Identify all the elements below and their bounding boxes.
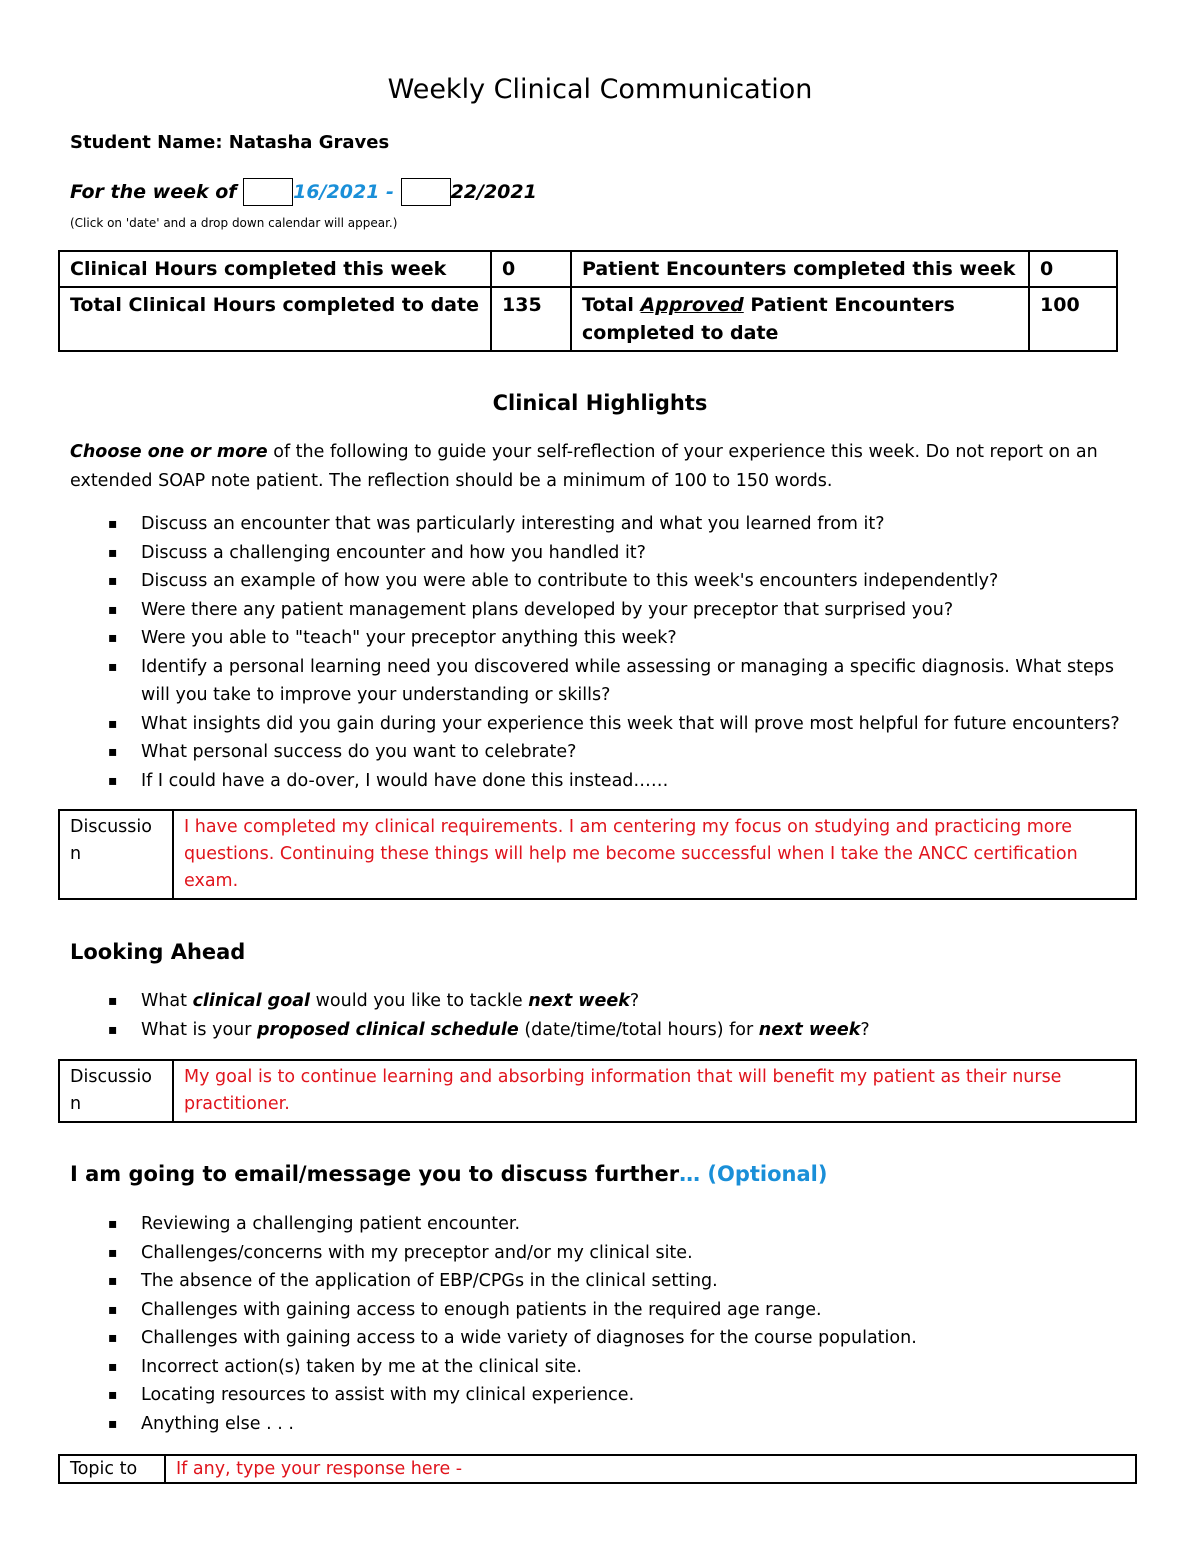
- discussion-label: Discussion: [59, 1060, 173, 1122]
- ahead-discussion-table: [58, 1059, 1137, 1123]
- looking-ahead-list: [70, 987, 1130, 1044]
- discussion-label: Discussion: [59, 810, 173, 899]
- list-item: ▪ Discuss an example of how you were able to contribute to this week's encounters independently?: [70, 567, 1130, 596]
- looking-ahead-heading: Looking Ahead: [70, 940, 246, 964]
- topic-label: Topic to: [59, 1455, 165, 1483]
- topic-table: [58, 1454, 1137, 1484]
- student-name: Student Name: Natasha Graves: [70, 132, 390, 153]
- week-start[interactable]: 16/2021 -: [293, 181, 394, 203]
- list-item: ▪ What personal success do you want to celebrate?: [70, 738, 1130, 767]
- email-topics-list: [70, 1210, 1130, 1438]
- list-item: ▪ Discuss an encounter that was particularly interesting and what you learned from it?: [70, 510, 1130, 539]
- list-item: ▪ Challenges/concerns with my preceptor and/or my clinical site.: [70, 1239, 1130, 1268]
- highlights-intro: Choose one or more of the following to guide your self-reflection of your experience this week. Do not report on an extended SOAP note patient. The reflection should be a minimum of 100 to 150 words.: [70, 442, 1098, 491]
- list-item: ▪ Challenges with gaining access to a wide variety of diagnoses for the course population.: [70, 1324, 1130, 1353]
- list-item: ▪ If I could have a do-over, I would have done this instead……: [70, 767, 1130, 796]
- table-row: [59, 1060, 1136, 1122]
- list-item: ▪ Were there any patient management plans developed by your preceptor that surprised you?: [70, 596, 1130, 625]
- table-row: [59, 251, 1117, 287]
- total-hours-label: Total Clinical Hours completed to date: [59, 287, 491, 351]
- week-hours-value[interactable]: 0: [491, 251, 571, 287]
- list-item: ▪ Reviewing a challenging patient encounter.: [70, 1210, 1130, 1239]
- total-hours-value[interactable]: 135: [491, 287, 571, 351]
- calendar-note: (Click on 'date' and a drop down calendar will appear.): [70, 216, 398, 230]
- end-date-field[interactable]: [401, 178, 451, 206]
- list-item: ▪ Were you able to "teach" your preceptor anything this week?: [70, 624, 1130, 653]
- highlights-heading: Clinical Highlights: [492, 391, 708, 415]
- hours-table: [58, 250, 1118, 352]
- week-label: For the week of: [70, 181, 237, 203]
- discussion-response[interactable]: My goal is to continue learning and absorbing information that will benefit my patient as their nurse practitioner.: [173, 1060, 1136, 1122]
- start-date-field[interactable]: [243, 178, 293, 206]
- table-row: [59, 1455, 1136, 1483]
- list-item: ▪ What is your proposed clinical schedule (date/time/total hours) for next week?: [70, 1016, 1130, 1045]
- list-item: ▪ Discuss a challenging encounter and how you handled it?: [70, 539, 1130, 568]
- week-hours-label: Clinical Hours completed this week: [59, 251, 491, 287]
- page-title: Weekly Clinical Communication: [387, 74, 813, 105]
- highlights-list: [70, 510, 1130, 795]
- week-range: [70, 178, 537, 206]
- week-encounters-label: Patient Encounters completed this week: [571, 251, 1029, 287]
- list-item: ▪ Anything else . . .: [70, 1410, 1130, 1439]
- highlights-discussion-table: [58, 809, 1137, 900]
- table-row: [59, 287, 1117, 351]
- total-encounters-value[interactable]: 100: [1029, 287, 1117, 351]
- list-item: ▪ Incorrect action(s) taken by me at the clinical site.: [70, 1353, 1130, 1382]
- topic-response[interactable]: If any, type your response here -: [165, 1455, 1136, 1483]
- table-row: [59, 810, 1136, 899]
- list-item: ▪ Challenges with gaining access to enough patients in the required age range.: [70, 1296, 1130, 1325]
- email-heading: I am going to email/message you to discuss further… (Optional): [70, 1162, 828, 1186]
- list-item: ▪ The absence of the application of EBP/CPGs in the clinical setting.: [70, 1267, 1130, 1296]
- list-item: ▪ Locating resources to assist with my clinical experience.: [70, 1381, 1130, 1410]
- list-item: ▪ Identify a personal learning need you discovered while assessing or managing a specific diagnosis. What steps will you take to improve your understanding or skills?: [70, 653, 1130, 710]
- week-end[interactable]: 22/2021: [450, 181, 537, 203]
- discussion-response[interactable]: I have completed my clinical requirements. I am centering my focus on studying and practicing more questions. Continuing these things will help me become successful when I take the ANCC certification exam.: [173, 810, 1136, 899]
- week-encounters-value[interactable]: 0: [1029, 251, 1117, 287]
- list-item: ▪ What clinical goal would you like to tackle next week?: [70, 987, 1130, 1016]
- list-item: ▪ What insights did you gain during your experience this week that will prove most helpful for future encounters?: [70, 710, 1130, 739]
- total-encounters-label: Total Approved Patient Encounters completed to date: [571, 287, 1029, 351]
